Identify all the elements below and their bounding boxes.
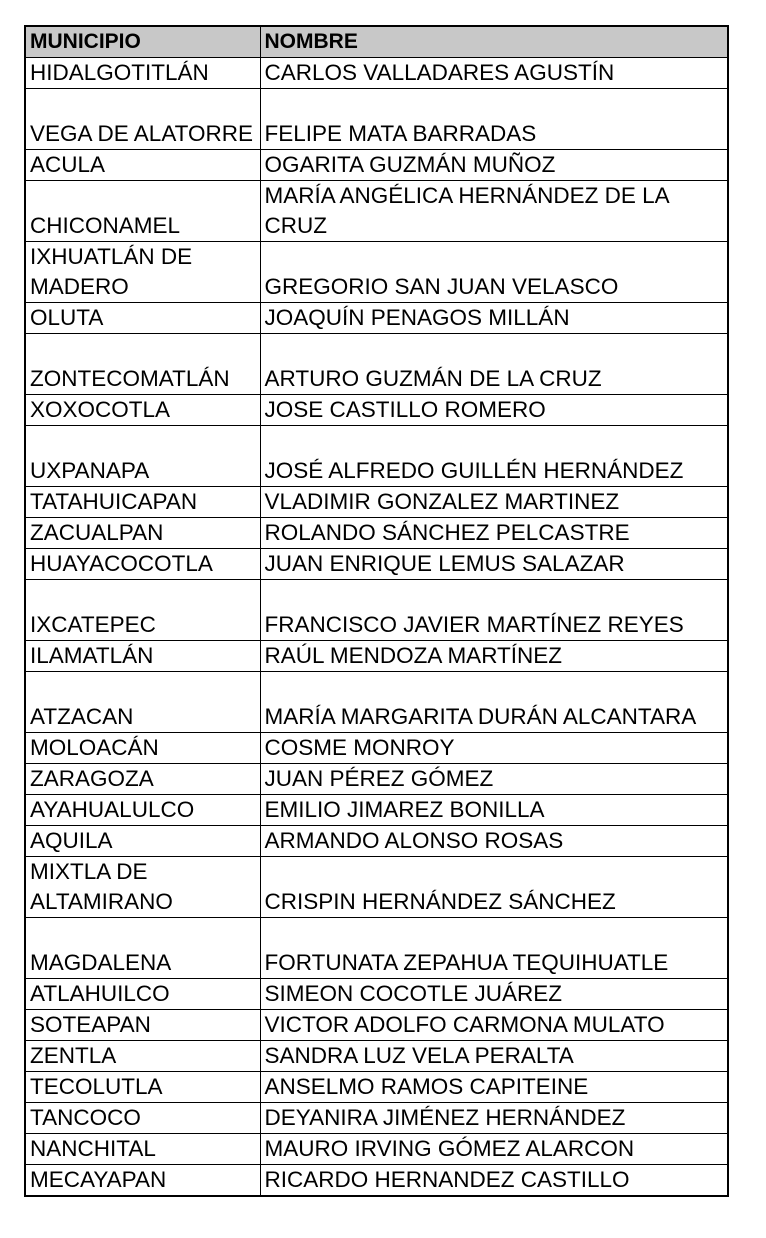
- municipio-cell: MIXTLA DE ALTAMIRANO: [25, 857, 260, 918]
- table-row: [25, 1134, 728, 1165]
- nombre-cell: EMILIO JIMAREZ BONILLA: [260, 795, 728, 826]
- table-row: [25, 641, 728, 672]
- municipio-cell: TECOLUTLA: [25, 1072, 260, 1103]
- municipio-cell: ZENTLA: [25, 1041, 260, 1072]
- table-row: [25, 1072, 728, 1103]
- municipio-cell: VEGA DE ALATORRE: [25, 89, 260, 150]
- municipio-cell: MOLOACÁN: [25, 733, 260, 764]
- table-row: [25, 580, 728, 641]
- nombre-cell: ANSELMO RAMOS CAPITEINE: [260, 1072, 728, 1103]
- municipio-cell: AYAHUALULCO: [25, 795, 260, 826]
- municipio-cell: CHICONAMEL: [25, 181, 260, 242]
- table-row: [25, 764, 728, 795]
- nombre-cell: CARLOS VALLADARES AGUSTÍN: [260, 58, 728, 89]
- header-municipio: MUNICIPIO: [25, 26, 260, 58]
- nombre-cell: GREGORIO SAN JUAN VELASCO: [260, 242, 728, 303]
- header-nombre: NOMBRE: [260, 26, 728, 58]
- nombre-cell: RAÚL MENDOZA MARTÍNEZ: [260, 641, 728, 672]
- nombre-cell: COSME MONROY: [260, 733, 728, 764]
- nombre-cell: JUAN PÉREZ GÓMEZ: [260, 764, 728, 795]
- nombre-cell: ARTURO GUZMÁN DE LA CRUZ: [260, 334, 728, 395]
- municipio-cell: ATLAHUILCO: [25, 979, 260, 1010]
- table-row: [25, 857, 728, 918]
- nombre-cell: JOAQUÍN PENAGOS MILLÁN: [260, 303, 728, 334]
- table-row: [25, 242, 728, 303]
- table-row: [25, 672, 728, 733]
- nombre-cell: JOSÉ ALFREDO GUILLÉN HERNÁNDEZ: [260, 426, 728, 487]
- table-row: [25, 395, 728, 426]
- municipio-cell: ZACUALPAN: [25, 518, 260, 549]
- table-row: [25, 518, 728, 549]
- table-row: [25, 487, 728, 518]
- municipio-cell: TANCOCO: [25, 1103, 260, 1134]
- nombre-cell: VLADIMIR GONZALEZ MARTINEZ: [260, 487, 728, 518]
- table-row: [25, 795, 728, 826]
- nombre-cell: ROLANDO SÁNCHEZ PELCASTRE: [260, 518, 728, 549]
- municipio-cell: NANCHITAL: [25, 1134, 260, 1165]
- table-row: [25, 58, 728, 89]
- table-row: [25, 918, 728, 979]
- nombre-cell: ARMANDO ALONSO ROSAS: [260, 826, 728, 857]
- municipio-cell: MECAYAPAN: [25, 1165, 260, 1197]
- header-row: [25, 26, 728, 58]
- municipio-cell: HIDALGOTITLÁN: [25, 58, 260, 89]
- municipio-cell: ZARAGOZA: [25, 764, 260, 795]
- municipio-cell: TATAHUICAPAN: [25, 487, 260, 518]
- nombre-cell: CRISPIN HERNÁNDEZ SÁNCHEZ: [260, 857, 728, 918]
- nombre-cell: SIMEON COCOTLE JUÁREZ: [260, 979, 728, 1010]
- nombre-cell: MARÍA ANGÉLICA HERNÁNDEZ DE LA CRUZ: [260, 181, 728, 242]
- table-row: [25, 181, 728, 242]
- nombre-cell: RICARDO HERNANDEZ CASTILLO: [260, 1165, 728, 1197]
- municipio-cell: XOXOCOTLA: [25, 395, 260, 426]
- nombre-cell: JUAN ENRIQUE LEMUS SALAZAR: [260, 549, 728, 580]
- municipio-cell: ZONTECOMATLÁN: [25, 334, 260, 395]
- municipio-table: [24, 25, 729, 1197]
- nombre-cell: SANDRA LUZ VELA PERALTA: [260, 1041, 728, 1072]
- municipio-cell: IXHUATLÁN DE MADERO: [25, 242, 260, 303]
- nombre-cell: DEYANIRA JIMÉNEZ HERNÁNDEZ: [260, 1103, 728, 1134]
- table-row: [25, 1165, 728, 1197]
- table-row: [25, 303, 728, 334]
- nombre-cell: FORTUNATA ZEPAHUA TEQUIHUATLE: [260, 918, 728, 979]
- table-row: [25, 1010, 728, 1041]
- municipio-cell: SOTEAPAN: [25, 1010, 260, 1041]
- table-row: [25, 826, 728, 857]
- table-row: [25, 426, 728, 487]
- municipio-cell: OLUTA: [25, 303, 260, 334]
- nombre-cell: VICTOR ADOLFO CARMONA MULATO: [260, 1010, 728, 1041]
- municipio-cell: ACULA: [25, 150, 260, 181]
- table-row: [25, 979, 728, 1010]
- table-row: [25, 150, 728, 181]
- nombre-cell: FRANCISCO JAVIER MARTÍNEZ REYES: [260, 580, 728, 641]
- municipio-cell: HUAYACOCOTLA: [25, 549, 260, 580]
- nombre-cell: MAURO IRVING GÓMEZ ALARCON: [260, 1134, 728, 1165]
- municipio-cell: MAGDALENA: [25, 918, 260, 979]
- table-row: [25, 89, 728, 150]
- table-row: [25, 1103, 728, 1134]
- municipio-cell: UXPANAPA: [25, 426, 260, 487]
- municipio-cell: ILAMATLÁN: [25, 641, 260, 672]
- municipio-cell: AQUILA: [25, 826, 260, 857]
- nombre-cell: FELIPE MATA BARRADAS: [260, 89, 728, 150]
- nombre-cell: JOSE CASTILLO ROMERO: [260, 395, 728, 426]
- nombre-cell: OGARITA GUZMÁN MUÑOZ: [260, 150, 728, 181]
- municipio-cell: IXCATEPEC: [25, 580, 260, 641]
- table-row: [25, 334, 728, 395]
- table-row: [25, 549, 728, 580]
- nombre-cell: MARÍA MARGARITA DURÁN ALCANTARA: [260, 672, 728, 733]
- municipio-cell: ATZACAN: [25, 672, 260, 733]
- table-row: [25, 1041, 728, 1072]
- table-row: [25, 733, 728, 764]
